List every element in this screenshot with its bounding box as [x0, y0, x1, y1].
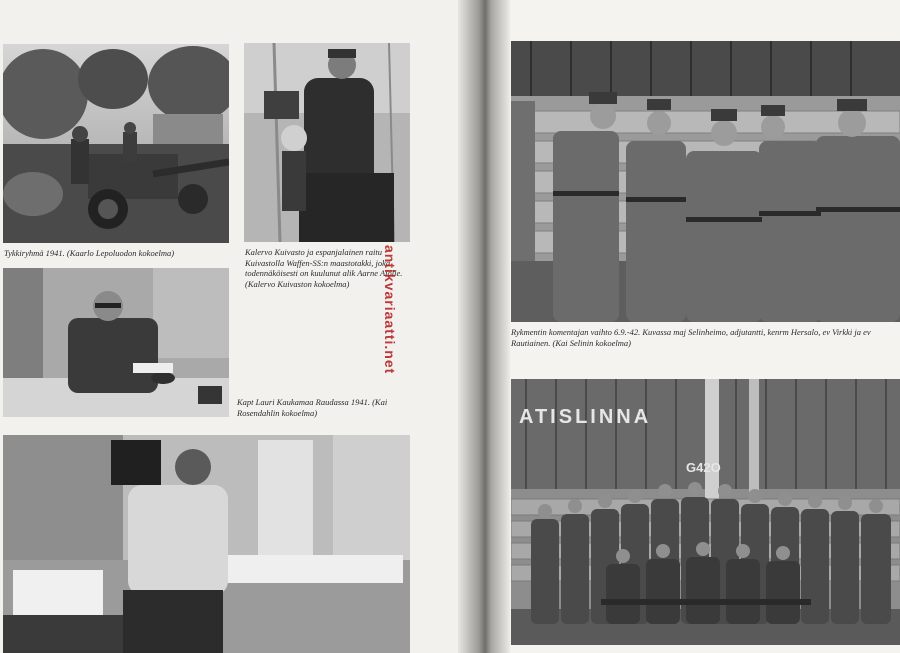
book-gutter: [458, 0, 510, 653]
caption-regiment-officers: Rykmentin komentajan vaihto 6.9.-42. Kuvassa maj Selinheimo, adjutantti, kenrm Hersalo, ev Virkki ja ev Rautiainen. (Kai Selinin kokoelma): [511, 327, 871, 348]
caption-man-at-desk: Kapt Lauri Kaukamaa Raudassa 1941. (Kai Rosendahlin kokoelma): [237, 397, 388, 418]
caption-soldier-with-boy: Kalervo Kuivasto ja espanjalainen raitu Kuivastolla Waffen-SS:n maastotakki, joka todennäköisesti on kuulunut alik Aarne Aiolle. (Kalervo Kuivaston kokoelma): [245, 247, 403, 289]
photo-man-writing-room: [3, 435, 410, 653]
photo-soldier-with-boy: [244, 43, 410, 242]
photo-group-soldiers: [511, 379, 900, 645]
watermark: antikvariaatti.net: [382, 245, 398, 375]
sign-text: ATISLINNA: [519, 406, 652, 428]
photo-regiment-officers: [511, 41, 900, 322]
photo-man-at-desk: [3, 268, 229, 417]
caption-gun-crew: Tykkiryhmä 1941. (Kaarlo Lepoluodon kokoelma): [4, 248, 175, 258]
photo-gun-crew: [3, 44, 229, 243]
plate-text: G42O: [686, 460, 721, 475]
